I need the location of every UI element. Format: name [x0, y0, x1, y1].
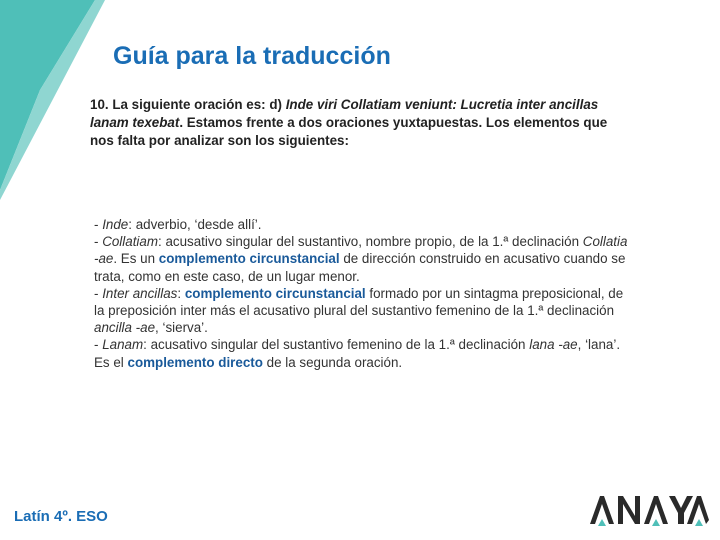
footer-course-label: Latín 4º. ESO — [14, 508, 108, 525]
page-title: Guía para la traducción — [113, 42, 391, 70]
term-inde: Inde — [102, 217, 129, 232]
intro-paragraph — [90, 96, 650, 150]
latin-sentence-part-2: lanam texebat — [90, 115, 180, 130]
text: : acusativo singular del sustantivo, nombre propio, de la 1.ª declinación — [158, 234, 583, 250]
text: Es el — [94, 354, 128, 370]
text: , ‘sierva’. — [155, 320, 208, 336]
intro-rest-2: nos falta por analizar son los siguientes: — [90, 133, 349, 148]
text: de la segunda oración. — [262, 354, 403, 370]
text: formado por un sintagma preposicional, de — [365, 285, 624, 301]
key-complemento-directo: complemento directo — [127, 354, 263, 370]
analysis-line-complemento-directo — [94, 354, 660, 371]
text: de dirección construido en acusativo cuando se — [339, 251, 626, 267]
key-complemento-circunstancial: complemento circunstancial — [158, 251, 340, 267]
term-lanam: Lanam — [102, 337, 144, 353]
key-complemento-circunstancial: complemento circunstancial — [184, 285, 366, 301]
analysis-line-lanam — [94, 336, 660, 353]
anaya-logo — [588, 492, 710, 528]
text: : adverbio, ‘desde allí’. — [128, 217, 262, 232]
text: : — [177, 285, 185, 301]
bullet-dash: - — [94, 217, 103, 232]
analysis-line-inde — [94, 216, 660, 233]
text: . Es un — [113, 251, 159, 267]
bullet-dash: - — [94, 285, 103, 301]
analysis-line-inter-ancillas — [94, 285, 660, 302]
analysis-list — [94, 216, 660, 371]
bullet-dash: - — [94, 234, 103, 250]
term-collatiam: Collatiam — [102, 234, 158, 250]
term-inter-ancillas: Inter ancillas — [102, 285, 178, 301]
term-ae: -ae — [94, 251, 114, 267]
term-ancilla: ancilla -ae — [94, 320, 156, 336]
latin-sentence-part-1: Inde viri Collatiam veniunt: Lucretia inter ancillas — [285, 97, 599, 112]
analysis-line-inter-ancillas-cont — [94, 302, 660, 319]
analysis-line-ancilla — [94, 319, 660, 336]
bullet-dash: - — [94, 337, 103, 353]
term-collatia: Collatia — [582, 234, 628, 250]
text: : acusativo singular del sustantivo femenino de la 1.ª declinación — [143, 337, 530, 353]
analysis-line-collatiam-cont — [94, 250, 660, 267]
analysis-line-collatiam-end — [94, 268, 660, 285]
text: , ‘lana’. — [577, 337, 621, 353]
analysis-line-collatiam — [94, 233, 660, 250]
intro-lead: 10. La siguiente oración es: d) — [90, 97, 286, 112]
text: trata, como en este caso, de un lugar menor. — [94, 268, 360, 284]
text: la preposición inter más el acusativo plural del sustantivo femenino de la 1.ª declinación — [94, 303, 615, 319]
intro-rest-1: . Estamos frente a dos oraciones yuxtapuestas. Los elementos que — [179, 115, 608, 130]
term-lana: lana -ae — [529, 337, 578, 353]
